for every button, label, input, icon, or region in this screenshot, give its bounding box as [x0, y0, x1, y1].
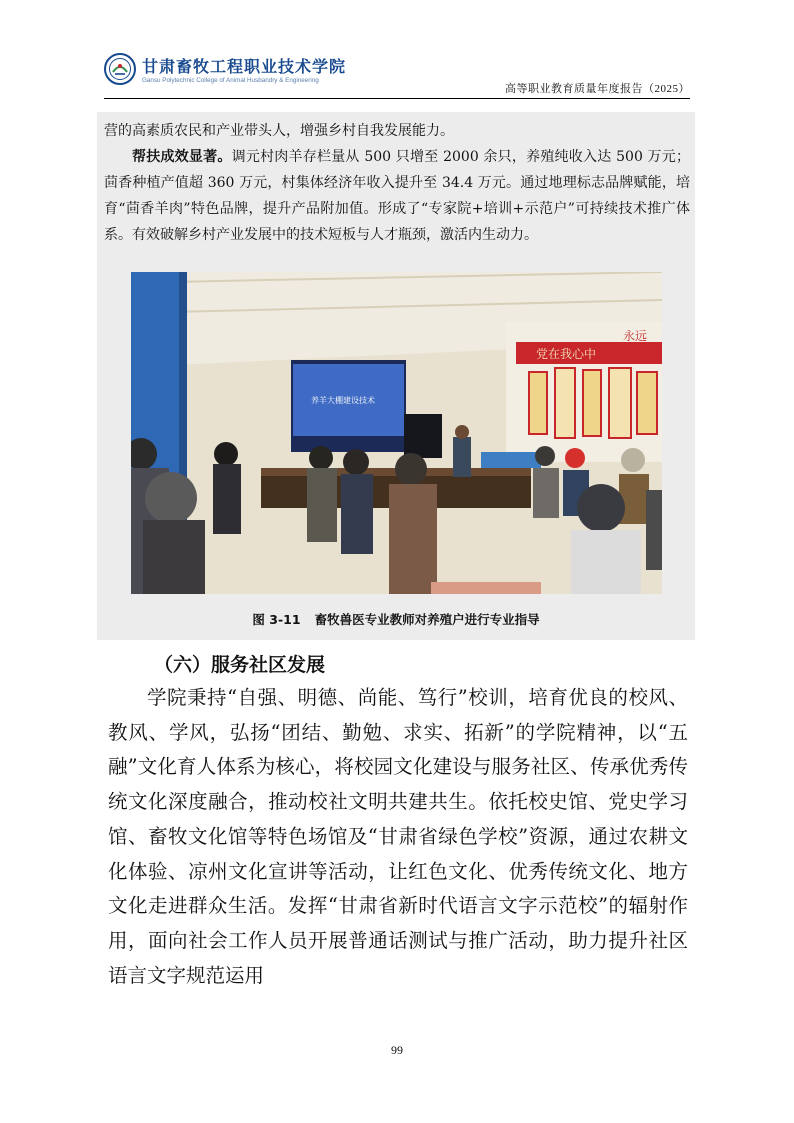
section-heading: （六）服务社区发展 [154, 654, 326, 676]
page-number: 99 [391, 1043, 403, 1057]
section-paragraph: 学院秉持“自强、明德、尚能、笃行”校训，培育优良的校风、教风、学风，弘扬“团结、勤勉、求实、拓新”的学院精神，以“五融”文化育人体系为核心，将校园文化建设与服务社区、传承优秀传统文化深度融合，推动校社文明共建共生。依托校史馆、党史学习馆、畜牧文化馆等特色场馆及“甘肃省绿色学校”资源，通过农耕文化体验、凉州文化宣讲等活动，让红色文化、优秀传统文化、地方文化走进群众生活。发挥“甘肃省新时代语言文字示范校”的辐射作用，面向社会工作人员开展普通话测试与推广活动，助力提升社区语言文字规范运用 [108, 686, 688, 987]
results-lead: 帮扶成效显著。 [132, 149, 232, 165]
college-emblem-icon [104, 53, 136, 85]
institution-name-en: Gansu Polytechnic College of Animal Husbandry & Engineering [142, 77, 319, 84]
figure-caption [97, 610, 695, 628]
figure-photo [131, 272, 662, 594]
intro-text [104, 118, 690, 248]
header-divider [104, 98, 690, 99]
banner-right-text: 永远 [623, 329, 648, 343]
figure-number: 图 3-11 [252, 612, 301, 627]
continuation-paragraph: 营的高素质农民和产业带头人，增强乡村自我发展能力。 [104, 123, 454, 139]
results-paragraph [104, 144, 690, 248]
report-title: 高等职业教育质量年度报告（2025） [505, 83, 690, 95]
projector-screen-text: 养羊大棚建设技术 [311, 396, 375, 405]
figure-caption-text: 畜牧兽医专业教师对养殖户进行专业指导 [314, 612, 540, 627]
page-header [104, 50, 690, 98]
institution-name-cn: 甘肃畜牧工程职业技术学院 [142, 57, 347, 76]
training-scene-illustration [131, 272, 662, 594]
banner-left-text: 党在我心中 [536, 347, 597, 361]
results-text: 调元村肉羊存栏量从 500 只增至 2000 余只，养殖纯收入达 500 万元；茴香种植产值超 360 万元，村集体经济年收入提升至 34.4 万元。通过地理标志品牌赋能，培育“茴香羊肉”特色品牌，提升产品附加值。形成了“专家院+培训+示范户”可持续技术推广体系。有效破解乡村产业发展中的技术短板与人才瓶颈，激活内生动力。 [104, 149, 691, 243]
